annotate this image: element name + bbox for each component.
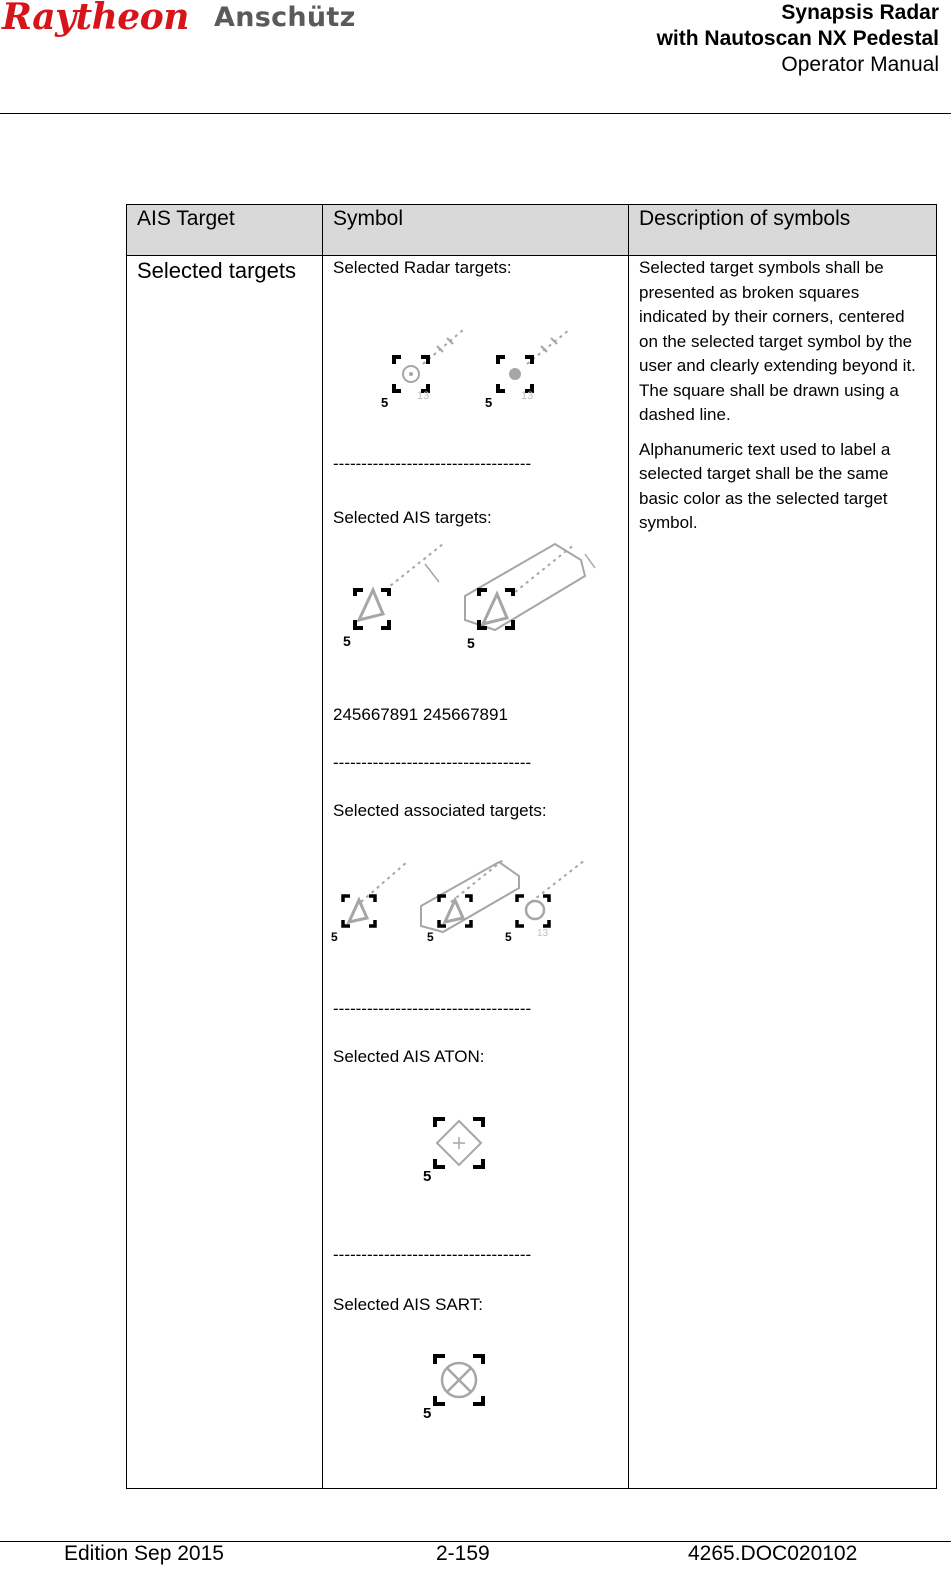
doc-title-line-1: Synapsis Radar	[781, 1, 939, 24]
aton-label: Selected AIS ATON:	[333, 1047, 485, 1066]
assoc-label-small: 13	[537, 928, 549, 939]
radar-target-symbols	[363, 324, 583, 424]
radar-label-number-2: 5	[485, 395, 493, 410]
sart-label-number: 5	[423, 1405, 432, 1422]
aton-label-number: 5	[423, 1168, 432, 1185]
assoc-label-number-3: 5	[505, 930, 512, 944]
sart-target-symbol	[419, 1348, 499, 1423]
ais-target-triangle-icon-2	[483, 594, 507, 624]
radar-target-filled-icon	[509, 368, 521, 380]
aton-target-symbol	[419, 1111, 499, 1186]
ais-target-ids: 245667891 245667891	[333, 705, 508, 724]
table-row	[127, 256, 937, 1489]
header-symbol: Symbol	[323, 205, 629, 256]
document-header	[657, 0, 939, 78]
associated-triangle-icon-2	[445, 900, 463, 922]
description-cell	[629, 256, 937, 1489]
table-header-row	[127, 205, 937, 256]
assoc-label-number-2: 5	[427, 930, 434, 944]
footer-page-number: 2-159	[436, 1542, 490, 1565]
separator-1: -----------------------------------	[333, 454, 532, 473]
sart-label: Selected AIS SART:	[333, 1295, 483, 1314]
ais-label-number-2: 5	[467, 635, 475, 651]
header-rule	[0, 113, 951, 114]
description-paragraph-1: Selected target symbols shall be presented as broken squares indicated by their corners, centered on the selected target symbol by the user and clearly extending beyond it. The square shall be drawn using a dashed line.	[639, 258, 916, 424]
logo-anschuetz: Anschütz	[214, 2, 356, 33]
radar-label-number-1: 5	[381, 395, 389, 410]
header-ais-target: AIS Target	[127, 205, 323, 256]
ais-target-triangle-icon	[359, 590, 383, 620]
symbol-table	[126, 204, 937, 1489]
assoc-label-number-1: 5	[331, 930, 338, 944]
associated-label: Selected associated targets:	[333, 801, 547, 820]
associated-radar-icon	[526, 901, 544, 919]
ais-label-number-1: 5	[343, 633, 351, 649]
footer-edition: Edition Sep 2015	[64, 1542, 224, 1565]
radar-label-small-2: 13	[521, 390, 534, 402]
ais-ship-outline	[465, 544, 585, 630]
footer-doc-number: 4265.DOC020102	[688, 1542, 858, 1565]
separator-3: -----------------------------------	[333, 999, 532, 1018]
logo-raytheon: Raytheon	[2, 0, 189, 38]
ais-label: Selected AIS targets:	[333, 508, 492, 527]
doc-title-line-3: Operator Manual	[781, 53, 939, 76]
ais-target-symbols	[335, 540, 605, 660]
associated-target-symbols	[331, 856, 601, 956]
description-paragraph-2: Alphanumeric text used to label a selected target shall be the same basic color as the selected target symbol.	[639, 439, 891, 532]
doc-title-line-2: with Nautoscan NX Pedestal	[656, 27, 939, 50]
radar-label-small-1: 13	[417, 390, 430, 402]
radar-label: Selected Radar targets:	[333, 258, 512, 277]
row-label: Selected targets	[127, 256, 323, 1489]
symbol-cell	[323, 256, 629, 1489]
associated-triangle-icon-1	[349, 900, 367, 922]
separator-4: -----------------------------------	[333, 1245, 532, 1264]
separator-2: -----------------------------------	[333, 753, 532, 772]
header-description: Description of symbols	[629, 205, 937, 256]
